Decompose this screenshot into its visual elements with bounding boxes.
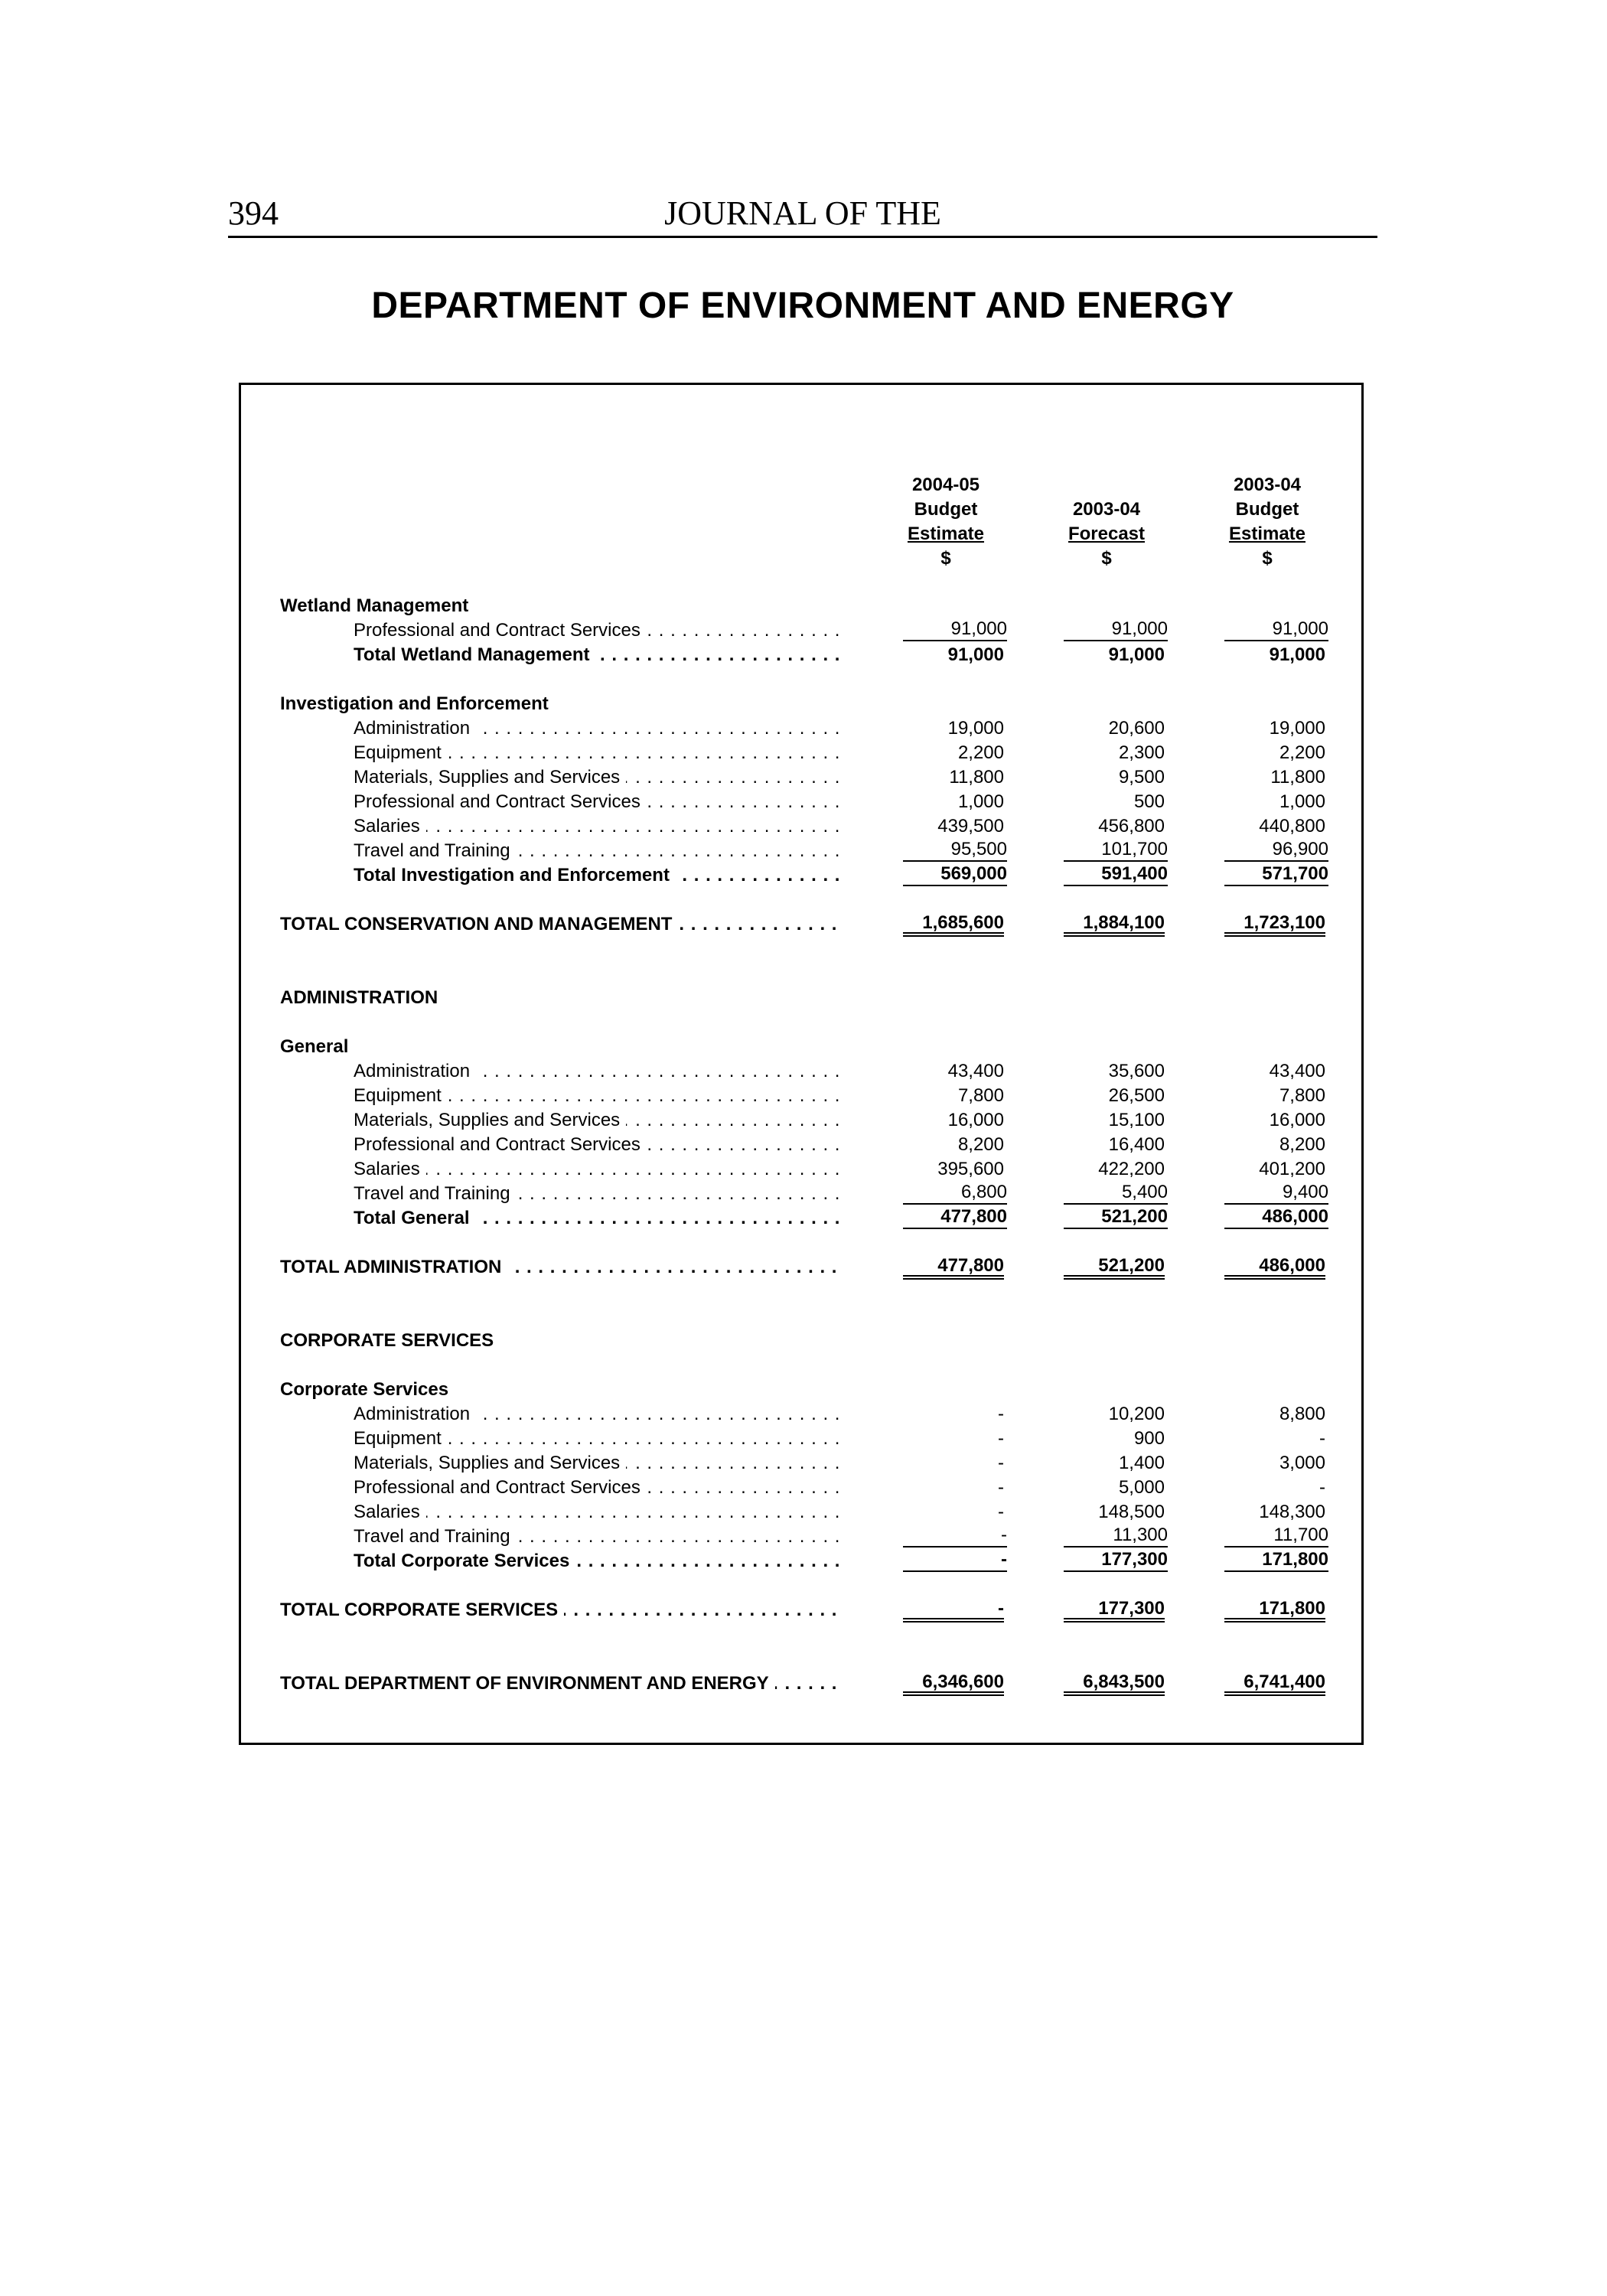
row-label-text: CORPORATE SERVICES [280, 1330, 500, 1351]
amount-cell [1224, 1671, 1325, 1696]
row-label-text: Professional and Contract Services [354, 1134, 647, 1155]
table-row [0, 1035, 1607, 1059]
amount-cell [1224, 1133, 1325, 1157]
table-row [0, 618, 1607, 643]
amount-cell [1224, 1255, 1325, 1280]
amount-cell [1064, 741, 1165, 765]
amount-cell [1064, 1500, 1165, 1525]
row-label-text: Professional and Contract Services [354, 791, 647, 812]
amount-cell [1224, 1500, 1325, 1525]
amount-value: - [998, 1404, 1004, 1424]
amount-cell [903, 1427, 1004, 1451]
row-label-text: ADMINISTRATION [280, 987, 444, 1008]
amount-value: 7,800 [1279, 1085, 1325, 1106]
row-label-text: Equipment [354, 742, 448, 763]
amount-value: 26,500 [1108, 1085, 1165, 1106]
column-header-line: Estimate [1228, 523, 1306, 544]
amount-cell [1224, 741, 1325, 765]
amount-value: - [998, 1453, 1004, 1473]
amount-value: 500 [1133, 791, 1165, 812]
amount-cell [1224, 912, 1325, 937]
amount-value: 16,000 [1269, 1110, 1325, 1130]
amount-cell [903, 1157, 1004, 1182]
table-row [0, 814, 1607, 839]
amount-value: 16,400 [1108, 1134, 1165, 1155]
amount-cell [1224, 716, 1325, 741]
amount-value: - [998, 1477, 1004, 1498]
row-label-text: Total Wetland Management [354, 644, 595, 665]
amount-cell [903, 716, 1004, 741]
row-label [354, 1157, 839, 1182]
amount-cell [1224, 814, 1325, 839]
row-label [354, 1402, 839, 1427]
row-label [354, 1451, 839, 1476]
amount-value: 477,800 [937, 1255, 1004, 1276]
amount-cell [1224, 1059, 1325, 1084]
row-label-text: Travel and Training [354, 1526, 517, 1547]
amount-cell [1224, 1182, 1328, 1205]
table-row [0, 643, 1607, 667]
row-label [280, 912, 839, 937]
table-row [0, 1598, 1607, 1623]
amount-value: 5,000 [1118, 1477, 1165, 1498]
table-row [0, 1133, 1607, 1157]
amount-cell [1064, 1402, 1165, 1427]
amount-cell [1224, 1084, 1325, 1108]
amount-cell [1064, 1133, 1165, 1157]
amount-value: 95,500 [950, 839, 1007, 859]
amount-cell [1064, 1157, 1165, 1182]
amount-cell [1224, 1427, 1325, 1451]
row-label-text: Administration [354, 718, 476, 739]
amount-cell [1224, 1402, 1325, 1427]
amount-value: 439,500 [937, 816, 1004, 837]
amount-value: 1,400 [1118, 1453, 1165, 1473]
amount-cell [1224, 1525, 1328, 1548]
amount-value: 900 [1133, 1428, 1165, 1449]
table-row [0, 790, 1607, 814]
amount-value: 91,000 [1108, 644, 1165, 665]
table-row [0, 1084, 1607, 1108]
row-label-text: TOTAL CORPORATE SERVICES [280, 1600, 564, 1620]
row-label-text: Investigation and Enforcement [280, 693, 555, 714]
row-label [354, 1133, 839, 1157]
amount-value: - [998, 1598, 1004, 1619]
column-header-line: Budget [1235, 499, 1299, 520]
amount-cell [1064, 716, 1165, 741]
table-row [0, 1402, 1607, 1427]
amount-value: 91,000 [1272, 618, 1328, 639]
column-header-2004-05-budget-estimate [877, 473, 1015, 571]
table-row [0, 1059, 1607, 1084]
amount-cell [903, 1525, 1007, 1548]
amount-cell [1224, 863, 1328, 886]
amount-value: 521,200 [1098, 1255, 1165, 1276]
amount-value: 2,200 [1279, 742, 1325, 763]
amount-cell [1064, 790, 1165, 814]
amount-value: 521,200 [1101, 1206, 1168, 1227]
amount-cell [1224, 618, 1328, 641]
column-header-line [1038, 473, 1175, 497]
amount-cell [903, 790, 1004, 814]
row-label [280, 594, 474, 618]
amount-cell [1064, 1206, 1168, 1229]
amount-value: 1,000 [957, 791, 1004, 812]
amount-value: 3,000 [1279, 1453, 1325, 1473]
amount-value: 1,723,100 [1244, 912, 1325, 933]
amount-cell [1064, 1108, 1165, 1133]
row-label-text: Professional and Contract Services [354, 1477, 647, 1498]
amount-cell [1224, 1476, 1325, 1500]
amount-value: 148,500 [1098, 1502, 1165, 1522]
amount-cell [903, 1133, 1004, 1157]
amount-value: 456,800 [1098, 816, 1165, 837]
row-label-text: General [280, 1036, 354, 1057]
amount-value: 148,300 [1259, 1502, 1325, 1522]
amount-value: 8,200 [1279, 1134, 1325, 1155]
amount-cell [903, 643, 1004, 667]
row-label [354, 618, 839, 643]
amount-value: - [1319, 1428, 1325, 1449]
amount-value: 19,000 [1269, 718, 1325, 739]
row-label [354, 1182, 839, 1206]
row-label-text: Materials, Supplies and Services [354, 767, 626, 788]
amount-value: 5,400 [1121, 1182, 1168, 1202]
running-head [228, 193, 1377, 238]
amount-value: 6,800 [960, 1182, 1007, 1202]
page-number: 394 [228, 194, 279, 232]
row-label-text: Salaries [354, 1159, 426, 1179]
row-label-text: Travel and Training [354, 840, 517, 861]
row-label-text: Travel and Training [354, 1183, 517, 1204]
amount-value: 11,300 [1113, 1525, 1168, 1545]
row-label-text: Salaries [354, 816, 426, 837]
amount-value: 7,800 [957, 1085, 1004, 1106]
amount-cell [903, 1108, 1004, 1133]
row-label [354, 1525, 839, 1549]
amount-value: 440,800 [1259, 816, 1325, 837]
amount-value: 401,200 [1259, 1159, 1325, 1179]
amount-cell [903, 1255, 1004, 1280]
column-header-unit: $ [1101, 548, 1112, 569]
row-label-text: TOTAL DEPARTMENT OF ENVIRONMENT AND ENERGY [280, 1673, 775, 1694]
row-label [354, 741, 839, 765]
table-row [0, 1329, 1607, 1353]
amount-cell [1064, 912, 1165, 937]
amount-cell [1224, 1157, 1325, 1182]
amount-cell [1224, 1598, 1325, 1623]
row-label [354, 1084, 839, 1108]
table-row [0, 1451, 1607, 1476]
amount-value: 477,800 [940, 1206, 1007, 1227]
amount-cell [903, 839, 1007, 862]
row-label [354, 1206, 839, 1231]
row-label [354, 814, 839, 839]
amount-cell [1064, 643, 1165, 667]
row-label [280, 692, 555, 716]
amount-value: 571,700 [1262, 863, 1328, 884]
row-label-text: TOTAL CONSERVATION AND MANAGEMENT [280, 914, 678, 934]
amount-value: 43,400 [947, 1061, 1004, 1081]
amount-cell [1064, 839, 1168, 862]
table-row [0, 863, 1607, 888]
amount-cell [903, 1402, 1004, 1427]
amount-cell [903, 1084, 1004, 1108]
amount-value: 6,843,500 [1083, 1671, 1165, 1692]
row-label-text: Equipment [354, 1085, 448, 1106]
amount-cell [1064, 814, 1165, 839]
column-header-2003-04-budget-estimate [1198, 473, 1336, 571]
row-label [280, 986, 444, 1010]
amount-value: 1,000 [1279, 791, 1325, 812]
table-row [0, 1108, 1607, 1133]
amount-cell [1064, 1525, 1168, 1548]
row-label [354, 1108, 839, 1133]
amount-value: 8,800 [1279, 1404, 1325, 1424]
amount-cell [1064, 1427, 1165, 1451]
row-label [280, 1671, 839, 1696]
table-row [0, 1255, 1607, 1280]
amount-value: 6,346,600 [922, 1671, 1004, 1692]
column-header-line: Estimate [907, 523, 985, 544]
amount-value: - [1001, 1525, 1007, 1545]
row-label [280, 1035, 354, 1059]
table-row [0, 986, 1607, 1010]
row-label [354, 1059, 839, 1084]
table-row [0, 839, 1607, 863]
amount-cell [903, 765, 1004, 790]
amount-cell [1064, 1476, 1165, 1500]
amount-value: 2,300 [1118, 742, 1165, 763]
amount-cell [1064, 1451, 1165, 1476]
amount-value: 96,900 [1272, 839, 1328, 859]
row-label [354, 790, 839, 814]
table-row [0, 1671, 1607, 1696]
amount-value: 395,600 [937, 1159, 1004, 1179]
amount-cell [903, 618, 1007, 641]
amount-value: 15,100 [1108, 1110, 1165, 1130]
column-header-line: 2004-05 [911, 475, 980, 495]
amount-value: 9,500 [1118, 767, 1165, 788]
table-row [0, 716, 1607, 741]
amount-cell [903, 1451, 1004, 1476]
amount-cell [1064, 1084, 1165, 1108]
table-row [0, 765, 1607, 790]
amount-value: - [1319, 1477, 1325, 1498]
column-header-line: 2003-04 [1233, 475, 1302, 495]
row-label-text: Materials, Supplies and Services [354, 1110, 626, 1130]
row-label-text: TOTAL ADMINISTRATION [280, 1257, 507, 1277]
table-row [0, 1378, 1607, 1402]
amount-value: - [998, 1428, 1004, 1449]
amount-cell [1224, 1206, 1328, 1229]
amount-value: - [1001, 1549, 1007, 1570]
amount-cell [903, 1549, 1007, 1572]
row-label [280, 1255, 839, 1280]
table-row [0, 1182, 1607, 1206]
row-label [354, 839, 839, 863]
row-label [354, 1549, 839, 1574]
table-row [0, 912, 1607, 937]
amount-value: 11,700 [1273, 1525, 1328, 1545]
row-label [354, 1427, 839, 1451]
amount-cell [903, 912, 1004, 937]
table-row [0, 1206, 1607, 1231]
row-label-text: Salaries [354, 1502, 426, 1522]
amount-value: 1,685,600 [922, 912, 1004, 933]
amount-value: 1,884,100 [1083, 912, 1165, 933]
amount-cell [903, 1476, 1004, 1500]
amount-value: 591,400 [1101, 863, 1168, 884]
amount-cell [1064, 1182, 1168, 1205]
table-row [0, 1525, 1607, 1549]
table-row [0, 1500, 1607, 1525]
amount-cell [1224, 1451, 1325, 1476]
column-header-line: 2003-04 [1072, 499, 1141, 520]
amount-cell [903, 1206, 1007, 1229]
row-label [354, 765, 839, 790]
row-label [280, 1598, 839, 1623]
amount-cell [1064, 1255, 1165, 1280]
amount-cell [1064, 618, 1168, 641]
journal-title: JOURNAL OF THE [664, 194, 941, 232]
amount-cell [1224, 643, 1325, 667]
row-label-text: Corporate Services [280, 1379, 455, 1400]
row-label-text: Equipment [354, 1428, 448, 1449]
row-label [280, 1378, 455, 1402]
row-label-text: Administration [354, 1061, 476, 1081]
amount-cell [903, 1598, 1004, 1623]
table-row [0, 1157, 1607, 1182]
amount-cell [1224, 765, 1325, 790]
amount-value: 16,000 [947, 1110, 1004, 1130]
column-header-unit: $ [1262, 548, 1273, 569]
table-row [0, 741, 1607, 765]
amount-cell [1064, 1059, 1165, 1084]
amount-value: 91,000 [1269, 644, 1325, 665]
amount-value: 10,200 [1108, 1404, 1165, 1424]
row-label [280, 1329, 500, 1353]
amount-cell [1064, 1549, 1168, 1572]
table-row [0, 692, 1607, 716]
page-title: DEPARTMENT OF ENVIRONMENT AND ENERGY [371, 285, 1234, 326]
amount-cell [903, 1671, 1004, 1696]
amount-cell [903, 863, 1007, 886]
column-header-unit: $ [940, 548, 951, 569]
amount-value: 91,000 [947, 644, 1004, 665]
amount-value: 11,800 [949, 767, 1004, 788]
amount-cell [903, 814, 1004, 839]
amount-value: 6,741,400 [1244, 1671, 1325, 1692]
row-label-text: Total Corporate Services [354, 1551, 575, 1571]
amount-cell [1224, 790, 1325, 814]
amount-value: 171,800 [1262, 1549, 1328, 1570]
amount-value: - [998, 1502, 1004, 1522]
column-header-line: Budget [914, 499, 978, 520]
amount-cell [1224, 1108, 1325, 1133]
table-row [0, 594, 1607, 618]
row-label [354, 643, 839, 667]
amount-cell [1064, 863, 1168, 886]
amount-value: 101,700 [1101, 839, 1168, 859]
amount-value: 486,000 [1259, 1255, 1325, 1276]
amount-cell [1064, 765, 1165, 790]
amount-value: 171,800 [1259, 1598, 1325, 1619]
table-row [0, 1549, 1607, 1574]
amount-value: 177,300 [1101, 1549, 1168, 1570]
amount-value: 35,600 [1108, 1061, 1165, 1081]
row-label-text: Wetland Management [280, 595, 474, 616]
amount-cell [903, 741, 1004, 765]
row-label [354, 1476, 839, 1500]
amount-value: 177,300 [1098, 1598, 1165, 1619]
amount-value: 569,000 [940, 863, 1007, 884]
amount-value: 43,400 [1269, 1061, 1325, 1081]
amount-cell [903, 1500, 1004, 1525]
row-label-text: Administration [354, 1404, 476, 1424]
amount-cell [1224, 1549, 1328, 1572]
amount-value: 20,600 [1108, 718, 1165, 739]
amount-value: 422,200 [1098, 1159, 1165, 1179]
table-row [0, 1476, 1607, 1500]
row-label [354, 1500, 839, 1525]
amount-value: 8,200 [957, 1134, 1004, 1155]
amount-cell [1064, 1598, 1165, 1623]
amount-cell [1064, 1671, 1165, 1696]
row-label-text: Professional and Contract Services [354, 620, 647, 641]
row-label [354, 863, 839, 888]
column-header-line: Forecast [1068, 523, 1146, 544]
amount-cell [903, 1182, 1007, 1205]
row-label-text: Total General [354, 1208, 476, 1228]
row-label-text: Materials, Supplies and Services [354, 1453, 626, 1473]
amount-value: 91,000 [1111, 618, 1168, 639]
amount-value: 486,000 [1262, 1206, 1328, 1227]
table-row [0, 1427, 1607, 1451]
amount-value: 9,400 [1282, 1182, 1328, 1202]
row-label-text: Total Investigation and Enforcement [354, 865, 676, 885]
amount-cell [903, 1059, 1004, 1084]
amount-cell [1224, 839, 1328, 862]
amount-value: 2,200 [957, 742, 1004, 763]
amount-value: 91,000 [950, 618, 1007, 639]
column-header-2003-04-forecast [1038, 473, 1175, 571]
row-label [354, 716, 839, 741]
amount-value: 19,000 [947, 718, 1004, 739]
amount-value: 11,800 [1270, 767, 1325, 788]
